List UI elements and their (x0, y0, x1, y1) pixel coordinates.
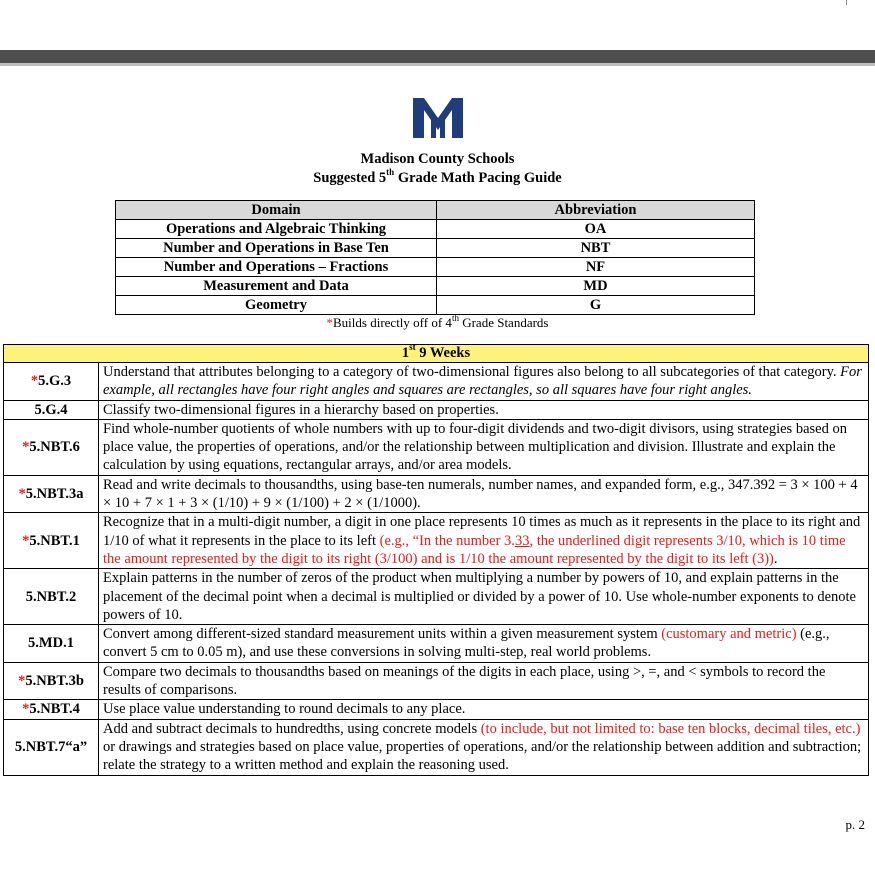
abbreviation-cell: OA (437, 220, 755, 239)
page-edge-tick (846, 0, 847, 5)
standard-code: *5.NBT.3a (4, 475, 99, 513)
domain-row (116, 258, 755, 277)
abbreviation-cell: NF (437, 258, 755, 277)
standard-row (4, 719, 869, 775)
domain-row (116, 239, 755, 258)
standard-row (4, 569, 869, 625)
standard-description: Explain patterns in the number of zeros of the product when multiplying a number by powers of 10, and explain patterns in the placement of the decimal point when a decimal is multiplied or divided by a power of 10. Use whole-number exponents to denote powers of 10. (99, 569, 869, 625)
standard-code: *5.G.3 (4, 363, 99, 401)
domain-cell: Number and Operations – Fractions (116, 258, 437, 277)
standards-table (3, 344, 869, 776)
standard-description: Find whole-number quotients of whole numbers with up to four-digit dividends and two-digit divisors, using strategies based on place value, the properties of operations, and/or the relationship between multiplication and division. Illustrate and explain the calculation by using equations, rectangular arrays, and/or area models. (99, 419, 869, 475)
standard-code: 5.NBT.7“a” (4, 719, 99, 775)
standard-row (4, 419, 869, 475)
viewer-divider-shadow (0, 63, 875, 66)
standard-description: Recognize that in a multi-digit number, a digit in one place represents 10 times as much as it represents in the place to its right and 1/10 of what it represents in the place to its left (e.g., “In the number 3.33, the underlined digit represents 3/10, which is 10 time the amount represented by the digit to its right (3/100) and is 1/10 the amount represented by the digit to its left (3)). (99, 513, 869, 569)
standard-code: *5.NBT.3b (4, 662, 99, 700)
abbreviation-header: Abbreviation (437, 201, 755, 220)
abbreviation-cell: MD (437, 277, 755, 296)
viewer-divider-bar (0, 50, 875, 63)
standard-code: 5.G.4 (4, 400, 99, 419)
standard-row (4, 625, 869, 663)
page-number: p. 2 (845, 817, 865, 832)
domain-header: Domain (116, 201, 437, 220)
domain-cell: Number and Operations in Base Ten (116, 239, 437, 258)
standard-code: 5.MD.1 (4, 625, 99, 663)
standard-description: Understand that attributes belonging to a category of two-dimensional figures also belong to all subcategories of that category. For example, all rectangles have four right angles and squares are rectangles, so all squares have four right angles. (99, 363, 869, 401)
standard-row (4, 400, 869, 419)
standard-description: Add and subtract decimals to hundredths, using concrete models (to include, but not limited to: base ten blocks, decimal tiles, etc.) or drawings and strategies based on place value, properties of operations, and/or the relationship between addition and subtraction; relate the strategy to a written method and explain the reasoning used. (99, 719, 869, 775)
standard-row (4, 513, 869, 569)
week-header: 1st 9 Weeks (4, 345, 869, 363)
domain-row (116, 296, 755, 315)
domain-cell: Operations and Algebraic Thinking (116, 220, 437, 239)
standard-description: Compare two decimals to thousandths based on meanings of the digits in each place, using >, =, and < symbols to record the results of comparisons. (99, 662, 869, 700)
standard-row (4, 475, 869, 513)
standard-code: *5.NBT.4 (4, 700, 99, 719)
standard-row (4, 662, 869, 700)
domain-cell: Geometry (116, 296, 437, 315)
standard-row (4, 363, 869, 401)
builds-note: *Builds directly off of 4th Grade Standards (326, 312, 549, 330)
page-title: Suggested 5th Grade Math Pacing Guide (313, 167, 562, 186)
school-name: Madison County Schools (360, 151, 515, 167)
standard-description: Classify two-dimensional figures in a hierarchy based on properties. (99, 400, 869, 419)
standard-code: *5.NBT.1 (4, 513, 99, 569)
week-header-row (4, 345, 869, 363)
domain-row (116, 220, 755, 239)
abbreviation-cell: G (437, 296, 755, 315)
domain-cell: Measurement and Data (116, 277, 437, 296)
standard-row (4, 700, 869, 719)
standard-description: Convert among different-sized standard measurement units within a given measurement system (customary and metric) (e.g., convert 5 cm to 0.05 m), and use these conversions in solving multi-step, real world problems. (99, 625, 869, 663)
abbreviation-cell: NBT (437, 239, 755, 258)
domain-table-header (116, 201, 755, 220)
standard-description: Use place value understanding to round decimals to any place. (99, 700, 869, 719)
domain-row (116, 277, 755, 296)
standard-code: *5.NBT.6 (4, 419, 99, 475)
star-marker: * (326, 315, 334, 330)
domain-table (115, 200, 755, 315)
madison-county-logo-icon (413, 96, 463, 138)
standard-code: 5.NBT.2 (4, 569, 99, 625)
standard-description: Read and write decimals to thousandths, using base-ten numerals, number names, and expanded form, e.g., 347.392 = 3 × 100 + 4 × 10 + 7 × 1 + 3 × (1/10) + 9 × (1/100) + 2 × (1/1000). (99, 475, 869, 513)
